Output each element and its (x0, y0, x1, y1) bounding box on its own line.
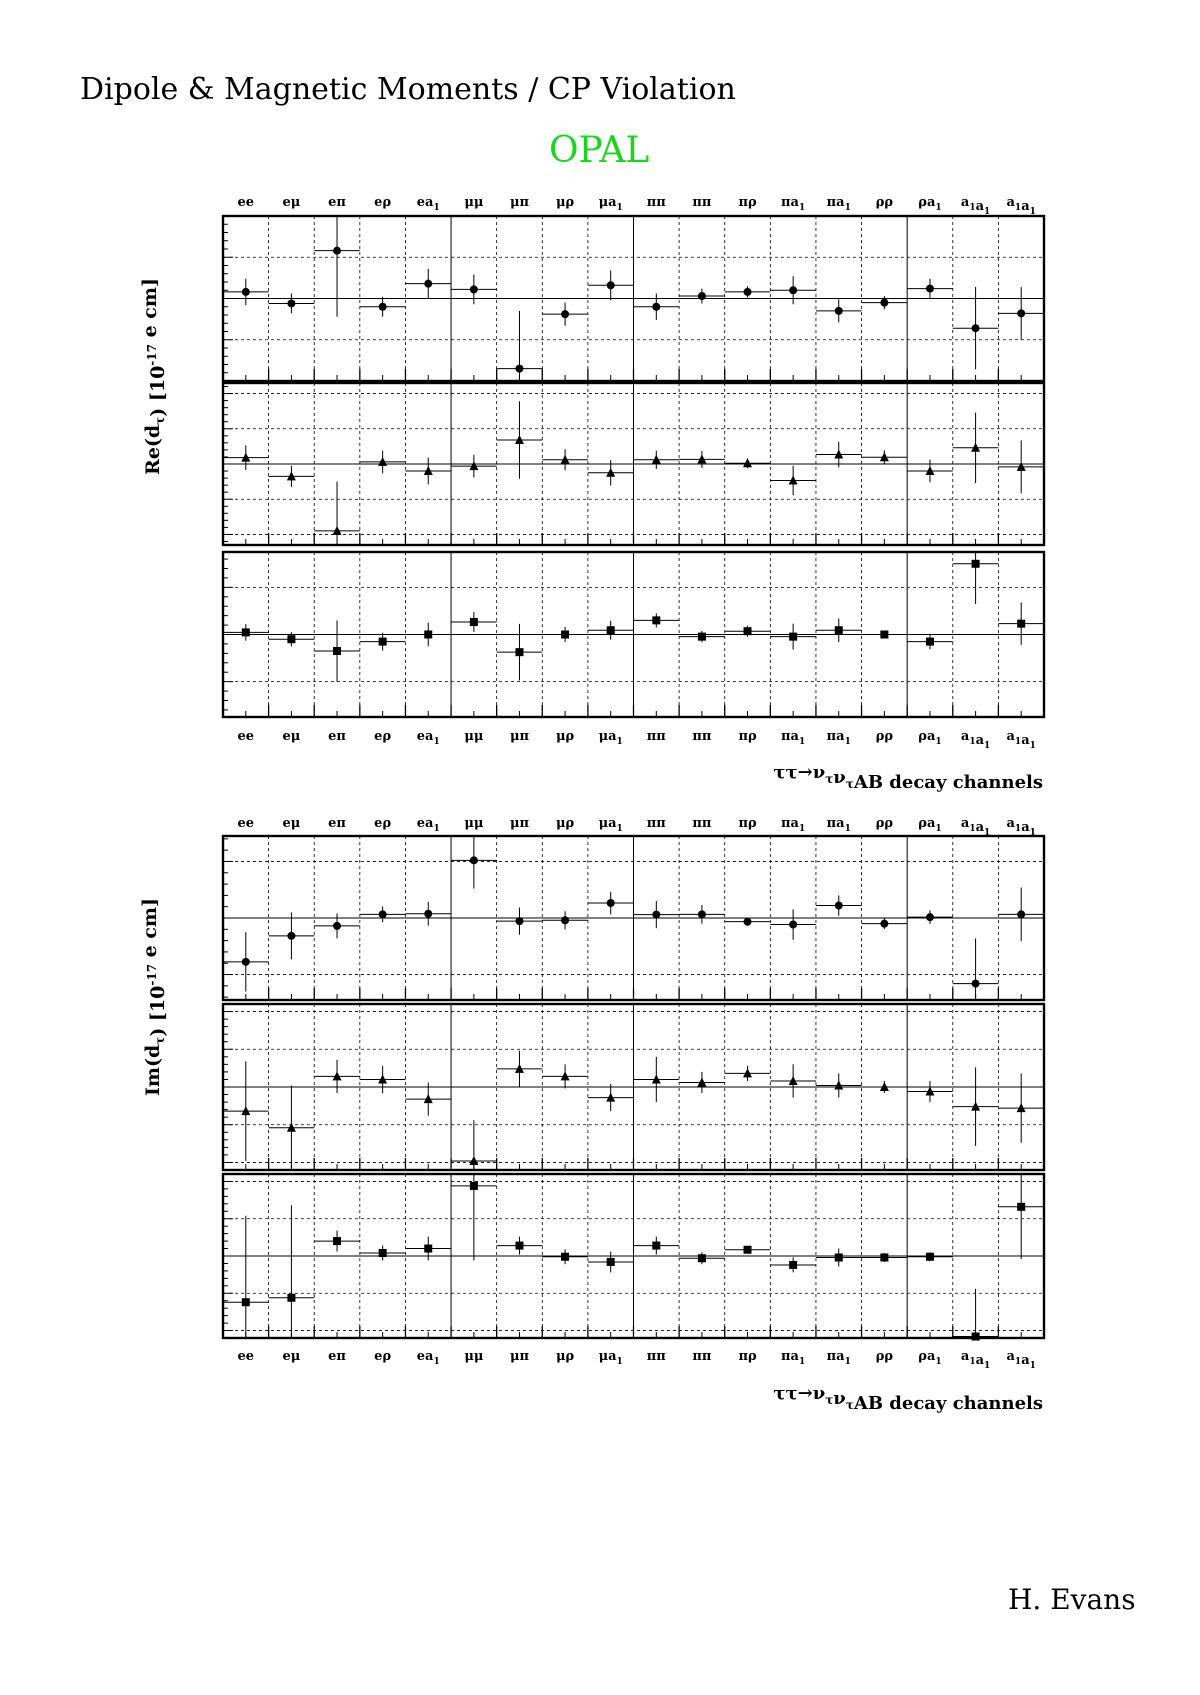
data-point (607, 899, 615, 907)
data-point (926, 913, 934, 921)
channel-label-top: μρ (555, 195, 575, 210)
channel-label-bottom: $\pi a_1$ (781, 1349, 806, 1367)
data-point (744, 627, 752, 635)
data-point (789, 1261, 797, 1269)
data-point (515, 365, 523, 373)
data-point (607, 1258, 615, 1266)
data-point (561, 1253, 569, 1261)
channel-label-bottom: $a_1a_1$ (1006, 1349, 1036, 1371)
chart-figure-1 (139, 195, 1044, 793)
x-axis-label: $\tau\tau\to\nu_\tau\nu_\tau AB$ decay channels (773, 1383, 1043, 1414)
data-point (607, 281, 615, 289)
channel-label-bottom: eπ (328, 729, 346, 744)
data-point (880, 920, 888, 928)
data-point (470, 856, 478, 864)
channel-label-top: $\pi a_1$ (826, 195, 851, 213)
panel-overlap (223, 1004, 1044, 1170)
channel-label-bottom: $a_1a_1$ (960, 729, 991, 751)
channel-label-top: μπ (509, 195, 529, 210)
data-point (1017, 1203, 1025, 1211)
data-point (698, 292, 706, 300)
data-point (652, 616, 660, 624)
data-point (333, 1237, 341, 1245)
data-point (652, 1242, 660, 1250)
channel-label-top: eπ (328, 195, 346, 210)
data-point (379, 910, 387, 918)
channel-label-top: $\pi a_1$ (781, 195, 806, 213)
data-point (1017, 309, 1025, 317)
data-point (561, 310, 569, 318)
data-point (835, 902, 843, 910)
channel-label-top: πρ (738, 195, 757, 210)
data-point (1017, 620, 1025, 628)
panel-overlap (223, 383, 1044, 545)
data-point (926, 285, 934, 293)
channel-label-top: $\rho a_1$ (918, 816, 942, 834)
chart-figure-2 (139, 816, 1044, 1414)
experiment-label: OPAL (549, 130, 650, 171)
channel-label-bottom: ee (237, 729, 255, 744)
channel-label-bottom: eρ (374, 1349, 392, 1364)
channel-label-top: $a_1a_1$ (960, 195, 991, 217)
channel-label-top: ππ (692, 816, 712, 831)
channel-label-top: $a_1a_1$ (960, 816, 991, 838)
channel-label-bottom: eμ (282, 1349, 301, 1364)
data-point (835, 626, 843, 634)
channel-label-top: eρ (374, 816, 392, 831)
channel-label-top: μμ (464, 816, 484, 831)
data-point (333, 922, 341, 930)
channel-label-bottom: ππ (692, 729, 712, 744)
data-point (880, 299, 888, 307)
channel-label-bottom: $ea_1$ (416, 1349, 440, 1367)
data-point (424, 910, 432, 918)
channel-label-bottom: eρ (374, 729, 392, 744)
data-point (744, 1246, 752, 1254)
channel-label-top: eπ (328, 816, 346, 831)
channel-label-bottom: $a_1a_1$ (1006, 729, 1036, 751)
data-point (287, 635, 295, 643)
data-point (424, 1245, 432, 1253)
channel-label-bottom: $\rho a_1$ (918, 1349, 942, 1367)
channel-label-bottom: μρ (555, 1349, 575, 1364)
channel-label-top: $\mu a_1$ (598, 816, 623, 834)
slide-title: Dipole & Magnetic Moments / CP Violation (80, 72, 736, 107)
data-point (972, 1333, 980, 1341)
data-point (744, 918, 752, 926)
data-point (835, 307, 843, 315)
panel-barrel (223, 216, 1044, 381)
channel-label-bottom: μμ (464, 1349, 484, 1364)
channel-label-bottom: $\pi a_1$ (826, 729, 851, 747)
channel-label-top: $\pi a_1$ (826, 816, 851, 834)
channel-label-top: $\rho a_1$ (918, 195, 942, 213)
channel-label-top: μρ (555, 816, 575, 831)
channel-label-bottom: μμ (464, 729, 484, 744)
data-point (379, 303, 387, 311)
channel-label-top: eμ (282, 816, 301, 831)
data-point (835, 1253, 843, 1261)
data-point (242, 288, 250, 296)
data-point (515, 1242, 523, 1250)
data-point (926, 638, 934, 646)
x-axis-label: $\tau\tau\to\nu_\tau\nu_\tau AB$ decay channels (773, 762, 1043, 793)
data-point (698, 1254, 706, 1262)
data-point (333, 247, 341, 255)
channel-label-top: μμ (464, 195, 484, 210)
channel-label-top: ππ (646, 195, 666, 210)
channel-label-bottom: $\mu a_1$ (598, 1349, 623, 1367)
y-axis-label: $Re(d_\tau)$ [$10^{-17}$ e cm] (139, 278, 169, 475)
channel-label-bottom: $\pi a_1$ (781, 729, 806, 747)
data-point (470, 618, 478, 626)
channel-label-bottom: $ea_1$ (416, 729, 440, 747)
channel-label-top: μπ (509, 816, 529, 831)
channel-label-bottom: $\mu a_1$ (598, 729, 623, 747)
data-point (515, 648, 523, 656)
channel-label-top: $a_1a_1$ (1006, 816, 1036, 838)
data-point (287, 299, 295, 307)
y-axis-label: $Im(d_\tau)$ [$10^{-17}$ e cm] (139, 897, 169, 1097)
channel-label-top: eρ (374, 195, 392, 210)
channel-label-bottom: eμ (282, 729, 301, 744)
data-point (561, 916, 569, 924)
data-point (515, 917, 523, 925)
channel-label-bottom: μρ (555, 729, 575, 744)
author-name: H. Evans (1008, 1583, 1136, 1616)
channel-label-bottom: μπ (509, 1349, 529, 1364)
data-point (652, 911, 660, 919)
data-point (744, 288, 752, 296)
data-point (242, 1298, 250, 1306)
data-point (880, 1253, 888, 1261)
channel-label-top: ee (237, 816, 255, 831)
data-point (652, 303, 660, 311)
channel-label-top: ρρ (875, 195, 894, 210)
channel-label-bottom: πρ (738, 729, 757, 744)
data-point (926, 1253, 934, 1261)
panel-barrel (223, 836, 1044, 1000)
data-point (972, 980, 980, 988)
data-point (242, 958, 250, 966)
channel-label-bottom: $\rho a_1$ (918, 729, 942, 747)
channel-label-top: $ea_1$ (416, 816, 440, 834)
data-point (698, 633, 706, 641)
data-point (242, 628, 250, 636)
channel-label-top: ee (237, 195, 255, 210)
channel-label-bottom: ππ (692, 1349, 712, 1364)
channel-label-bottom: eπ (328, 1349, 346, 1364)
channel-label-top: πρ (738, 816, 757, 831)
channel-label-bottom: μπ (509, 729, 529, 744)
data-point (287, 932, 295, 940)
data-point (1017, 910, 1025, 918)
channel-label-top: ππ (646, 816, 666, 831)
data-point (789, 286, 797, 294)
data-point (379, 1249, 387, 1257)
data-point (333, 647, 341, 655)
data-point (470, 285, 478, 293)
channel-label-top: $ea_1$ (416, 195, 440, 213)
channel-label-bottom: ππ (646, 1349, 666, 1364)
data-point (561, 631, 569, 639)
data-point (698, 910, 706, 918)
data-point (789, 633, 797, 641)
channel-label-bottom: ρρ (875, 1349, 894, 1364)
data-point (379, 638, 387, 646)
channel-label-top: $a_1a_1$ (1006, 195, 1036, 217)
data-point (789, 921, 797, 929)
data-point (287, 1294, 295, 1302)
channel-label-top: $\pi a_1$ (781, 816, 806, 834)
data-point (972, 560, 980, 568)
channel-label-bottom: $\pi a_1$ (826, 1349, 851, 1367)
channel-label-top: eμ (282, 195, 301, 210)
data-point (880, 631, 888, 639)
channel-label-top: ππ (692, 195, 712, 210)
channel-label-top: $\mu a_1$ (598, 195, 623, 213)
channel-label-top: ρρ (875, 816, 894, 831)
channel-label-bottom: πρ (738, 1349, 757, 1364)
data-point (470, 1182, 478, 1190)
channel-label-bottom: ee (237, 1349, 255, 1364)
panel-endcaps (223, 1174, 1044, 1341)
data-point (972, 324, 980, 332)
panel-endcaps (223, 552, 1044, 717)
data-point (607, 626, 615, 634)
channel-label-bottom: ρρ (875, 729, 894, 744)
channel-label-bottom: ππ (646, 729, 666, 744)
data-point (424, 631, 432, 639)
data-point (424, 280, 432, 288)
channel-label-bottom: $a_1a_1$ (960, 1349, 991, 1371)
